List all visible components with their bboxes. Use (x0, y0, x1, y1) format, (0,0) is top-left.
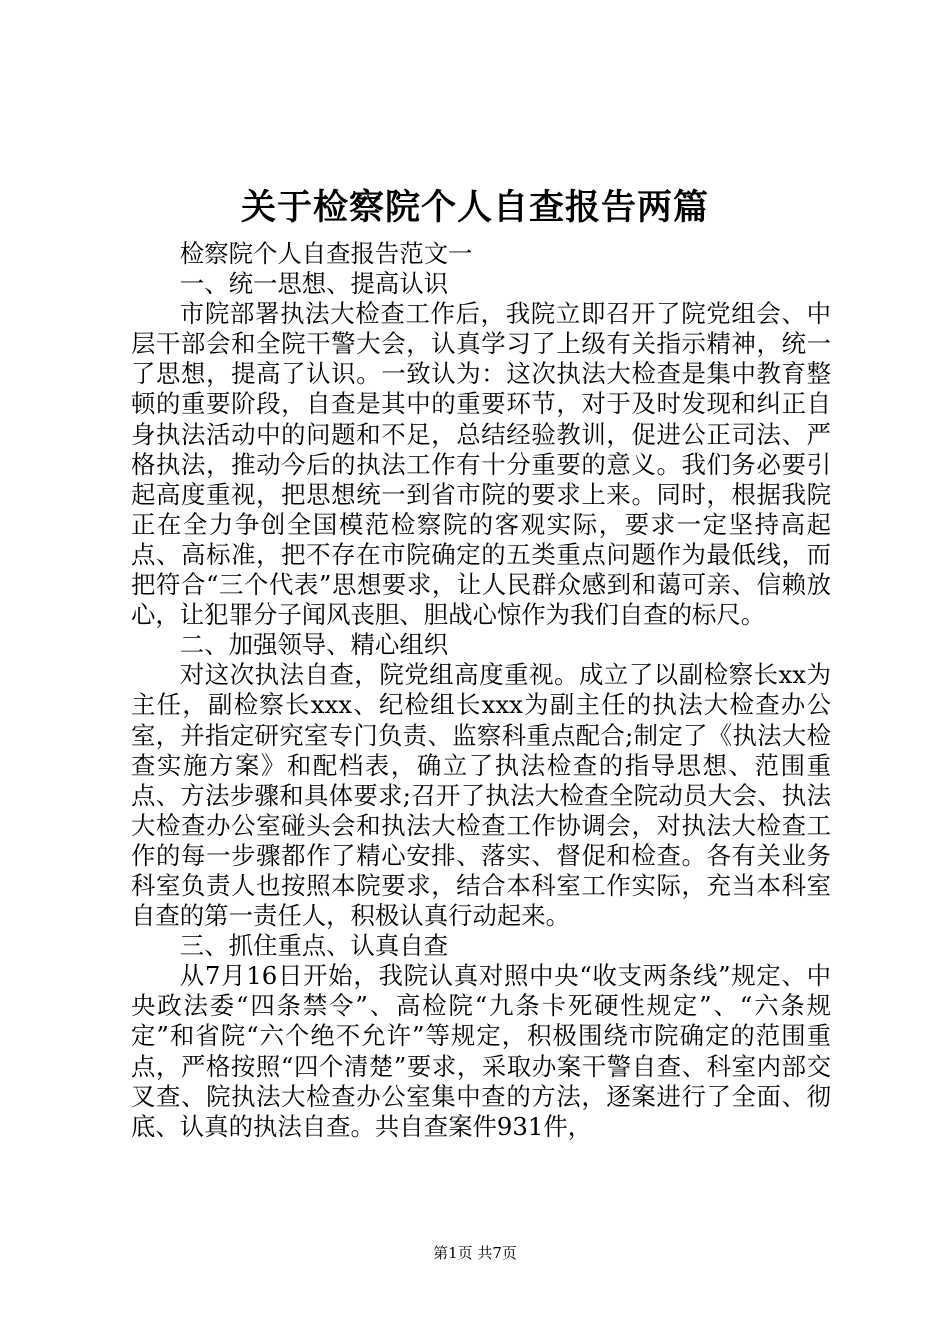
document-body (131, 239, 831, 1142)
paragraph-subtitle: 检察院个人自查报告范文一 (179, 239, 473, 268)
paragraph: 从7月16日开始，我院认真对照中央“收支两条线”规定、中央政法委“四条禁令”、高检院“九条卡死硬性规定”、“六条规定”和省院“六个绝不允许”等规定，积极围绕市院确定的范围重点，严格按照“四个清楚”要求，采取办案干警自查、科室内部交叉查、院执法大检查办公室集中查的方法，逐案进行了全面、彻底、认真的执法自查。共自查案件931件， (131, 961, 831, 1141)
section-heading-3: 三、抓住重点、认真自查 (179, 931, 449, 961)
paragraph: 对这次执法自查，院党组高度重视。成立了以副检察长xx为主任，副检察长xxx、纪检组长xxx为副主任的执法大检查办公室，并指定研究室专门负责、监察科重点配合;制定了《执法大检查实施方案》和配档表，确立了执法检查的指导思想、范围重点、方法步骤和具体要求;召开了执法大检查全院动员大会、执法大检查办公室碰头会和执法大检查工作协调会，对执法大检查工作的每一步骤都作了精心安排、落实、督促和检查。各有关业务科室负责人也按照本院要求，结合本科室工作实际，充当本科室自查的第一责任人，积极认真行动起来。 (131, 660, 831, 931)
document-title: 关于检察院个人自查报告两篇 (240, 187, 709, 228)
section-heading-2: 二、加强领导、精心组织 (179, 630, 449, 660)
section-heading-1: 一、统一思想、提高认识 (179, 269, 449, 299)
page-footer: 第1页 共7页 (433, 1244, 517, 1262)
paragraph: 市院部署执法大检查工作后，我院立即召开了院党组会、中层干部会和全院干警大会，认真学习了上级有关指示精神，统一了思想，提高了认识。一致认为：这次执法大检查是集中教育整顿的重要阶段，自查是其中的重要环节，对于及时发现和纠正自身执法活动中的问题和不足，总结经验教训，促进公正司法、严格执法，推动今后的执法工作有十分重要的意义。我们务必要引起高度重视，把思想统一到省市院的要求上来。同时，根据我院正在全力争创全国模范检察院的客观实际，要求一定坚持高起点、高标准，把不存在市院确定的五类重点问题作为最低线，而把符合“三个代表”思想要求，让人民群众感到和蔼可亲、信赖放心，让犯罪分子闻风丧胆、胆战心惊作为我们自查的标尺。 (131, 299, 831, 630)
